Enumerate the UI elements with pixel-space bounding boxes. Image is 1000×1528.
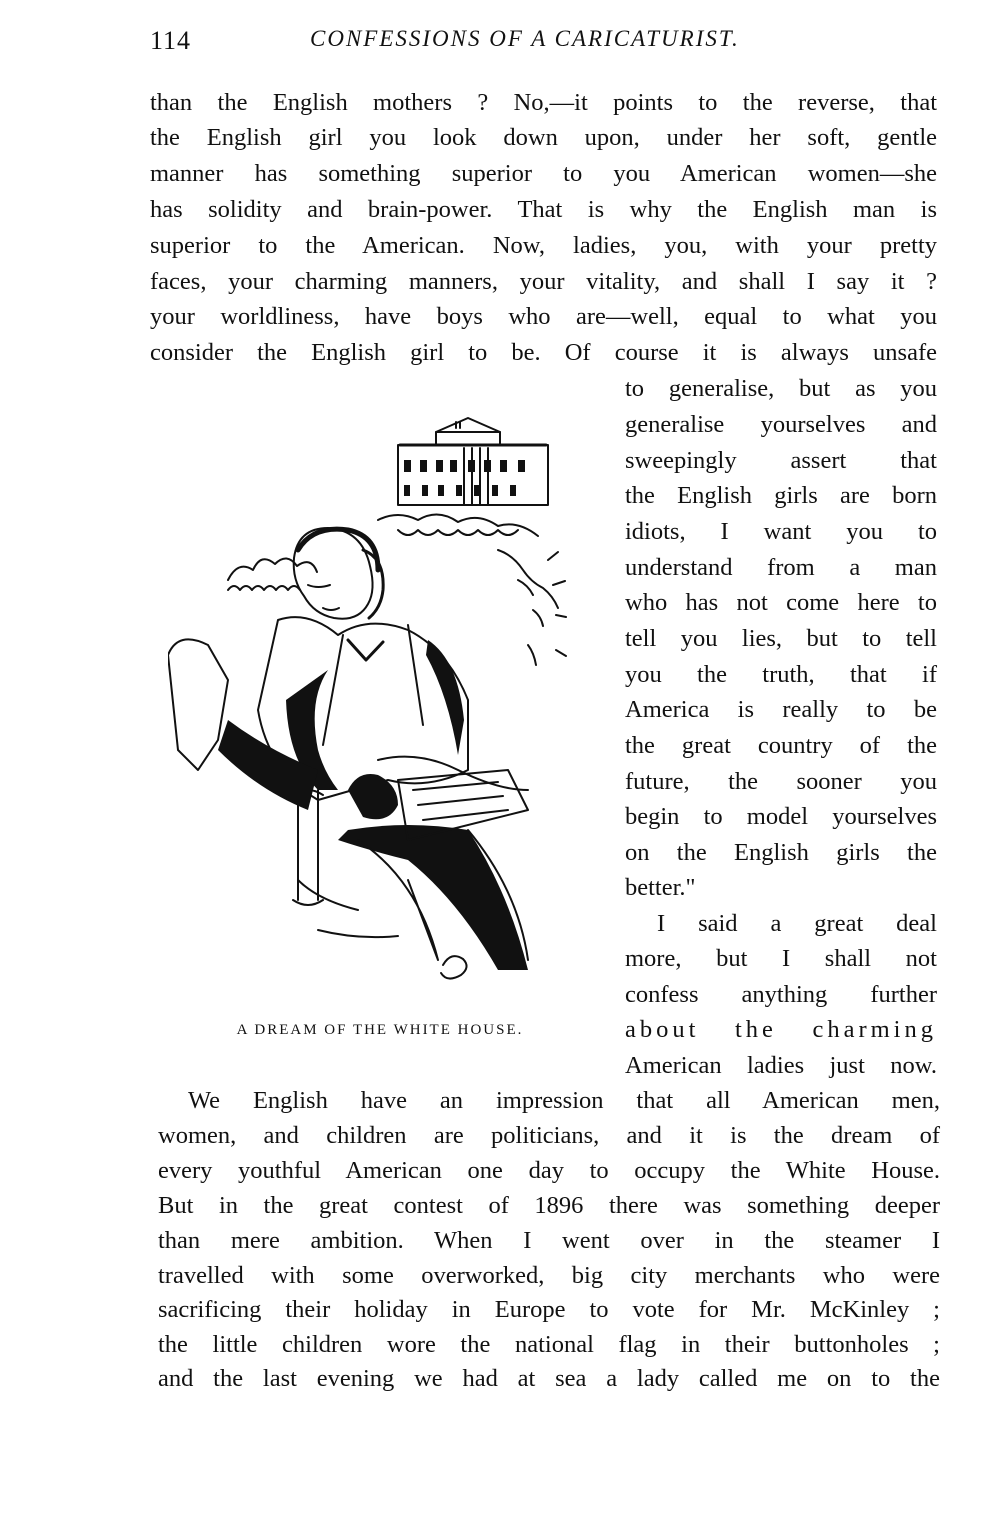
text-line: idiots, I want you to (625, 518, 937, 545)
text-line: generalise yourselves and (625, 411, 937, 438)
text-line: better." (625, 874, 696, 901)
text-line: superior to the American. Now, ladies, you, with your pretty (150, 232, 937, 259)
text-line: America is really to be (625, 696, 937, 723)
text-line: than the English mothers ? No,—it points to the reverse, that (150, 89, 937, 116)
text-line: sweepingly assert that (625, 447, 937, 474)
text-line: every youthful American one day to occupy the White House. (158, 1157, 940, 1184)
white-house-dream-drawing (168, 410, 598, 1000)
text-line: you the truth, that if (625, 661, 937, 688)
text-line: begin to model yourselves (625, 803, 937, 830)
figure-illustration (168, 410, 598, 1000)
text-line: manner has something superior to you American women—she (150, 160, 937, 187)
text-line: the English girl you look down upon, under her soft, gentle (150, 124, 937, 151)
figure-caption: A DREAM OF THE WHITE HOUSE. (236, 1022, 524, 1038)
page-number: 114 (150, 26, 192, 55)
text-line: We English have an impression that all American men, (188, 1087, 940, 1114)
text-line: tell you lies, but to tell (625, 625, 937, 652)
text-line: consider the English girl to be. Of course it is always unsafe (150, 339, 937, 366)
text-line: and the last evening we had at sea a lady called me on to the (158, 1365, 940, 1392)
text-line: I said a great deal (657, 910, 937, 937)
text-line: the little children wore the national flag in their buttonholes ; (158, 1331, 940, 1358)
text-line: confess anything further (625, 981, 937, 1008)
page-header (150, 26, 940, 62)
text-line: has solidity and brain-power. That is why the English man is (150, 196, 937, 223)
text-line: But in the great contest of 1896 there was something deeper (158, 1192, 940, 1219)
text-line: who has not come here to (625, 589, 937, 616)
text-line: American ladies just now. (625, 1052, 937, 1079)
text-line: about the charming (625, 1016, 937, 1043)
text-line: future, the sooner you (625, 768, 937, 795)
text-line: than mere ambition. When I went over in the steamer I (158, 1227, 940, 1254)
text-line: sacrificing their holiday in Europe to vote for Mr. McKinley ; (158, 1296, 940, 1323)
text-line: the great country of the (625, 732, 937, 759)
running-title: CONFESSIONS OF A CARICATURIST. (310, 26, 740, 51)
text-line: on the English girls the (625, 839, 937, 866)
text-line: the English girls are born (625, 482, 937, 509)
text-line: your worldliness, have boys who are—well, equal to what you (150, 303, 937, 330)
text-line: understand from a man (625, 554, 937, 581)
text-line: to generalise, but as you (625, 375, 937, 402)
text-line: women, and children are politicians, and it is the dream of (158, 1122, 940, 1149)
text-line: more, but I shall not (625, 945, 937, 972)
text-line: faces, your charming manners, your vitality, and shall I say it ? (150, 268, 937, 295)
text-line: travelled with some overworked, big city merchants who were (158, 1262, 940, 1289)
